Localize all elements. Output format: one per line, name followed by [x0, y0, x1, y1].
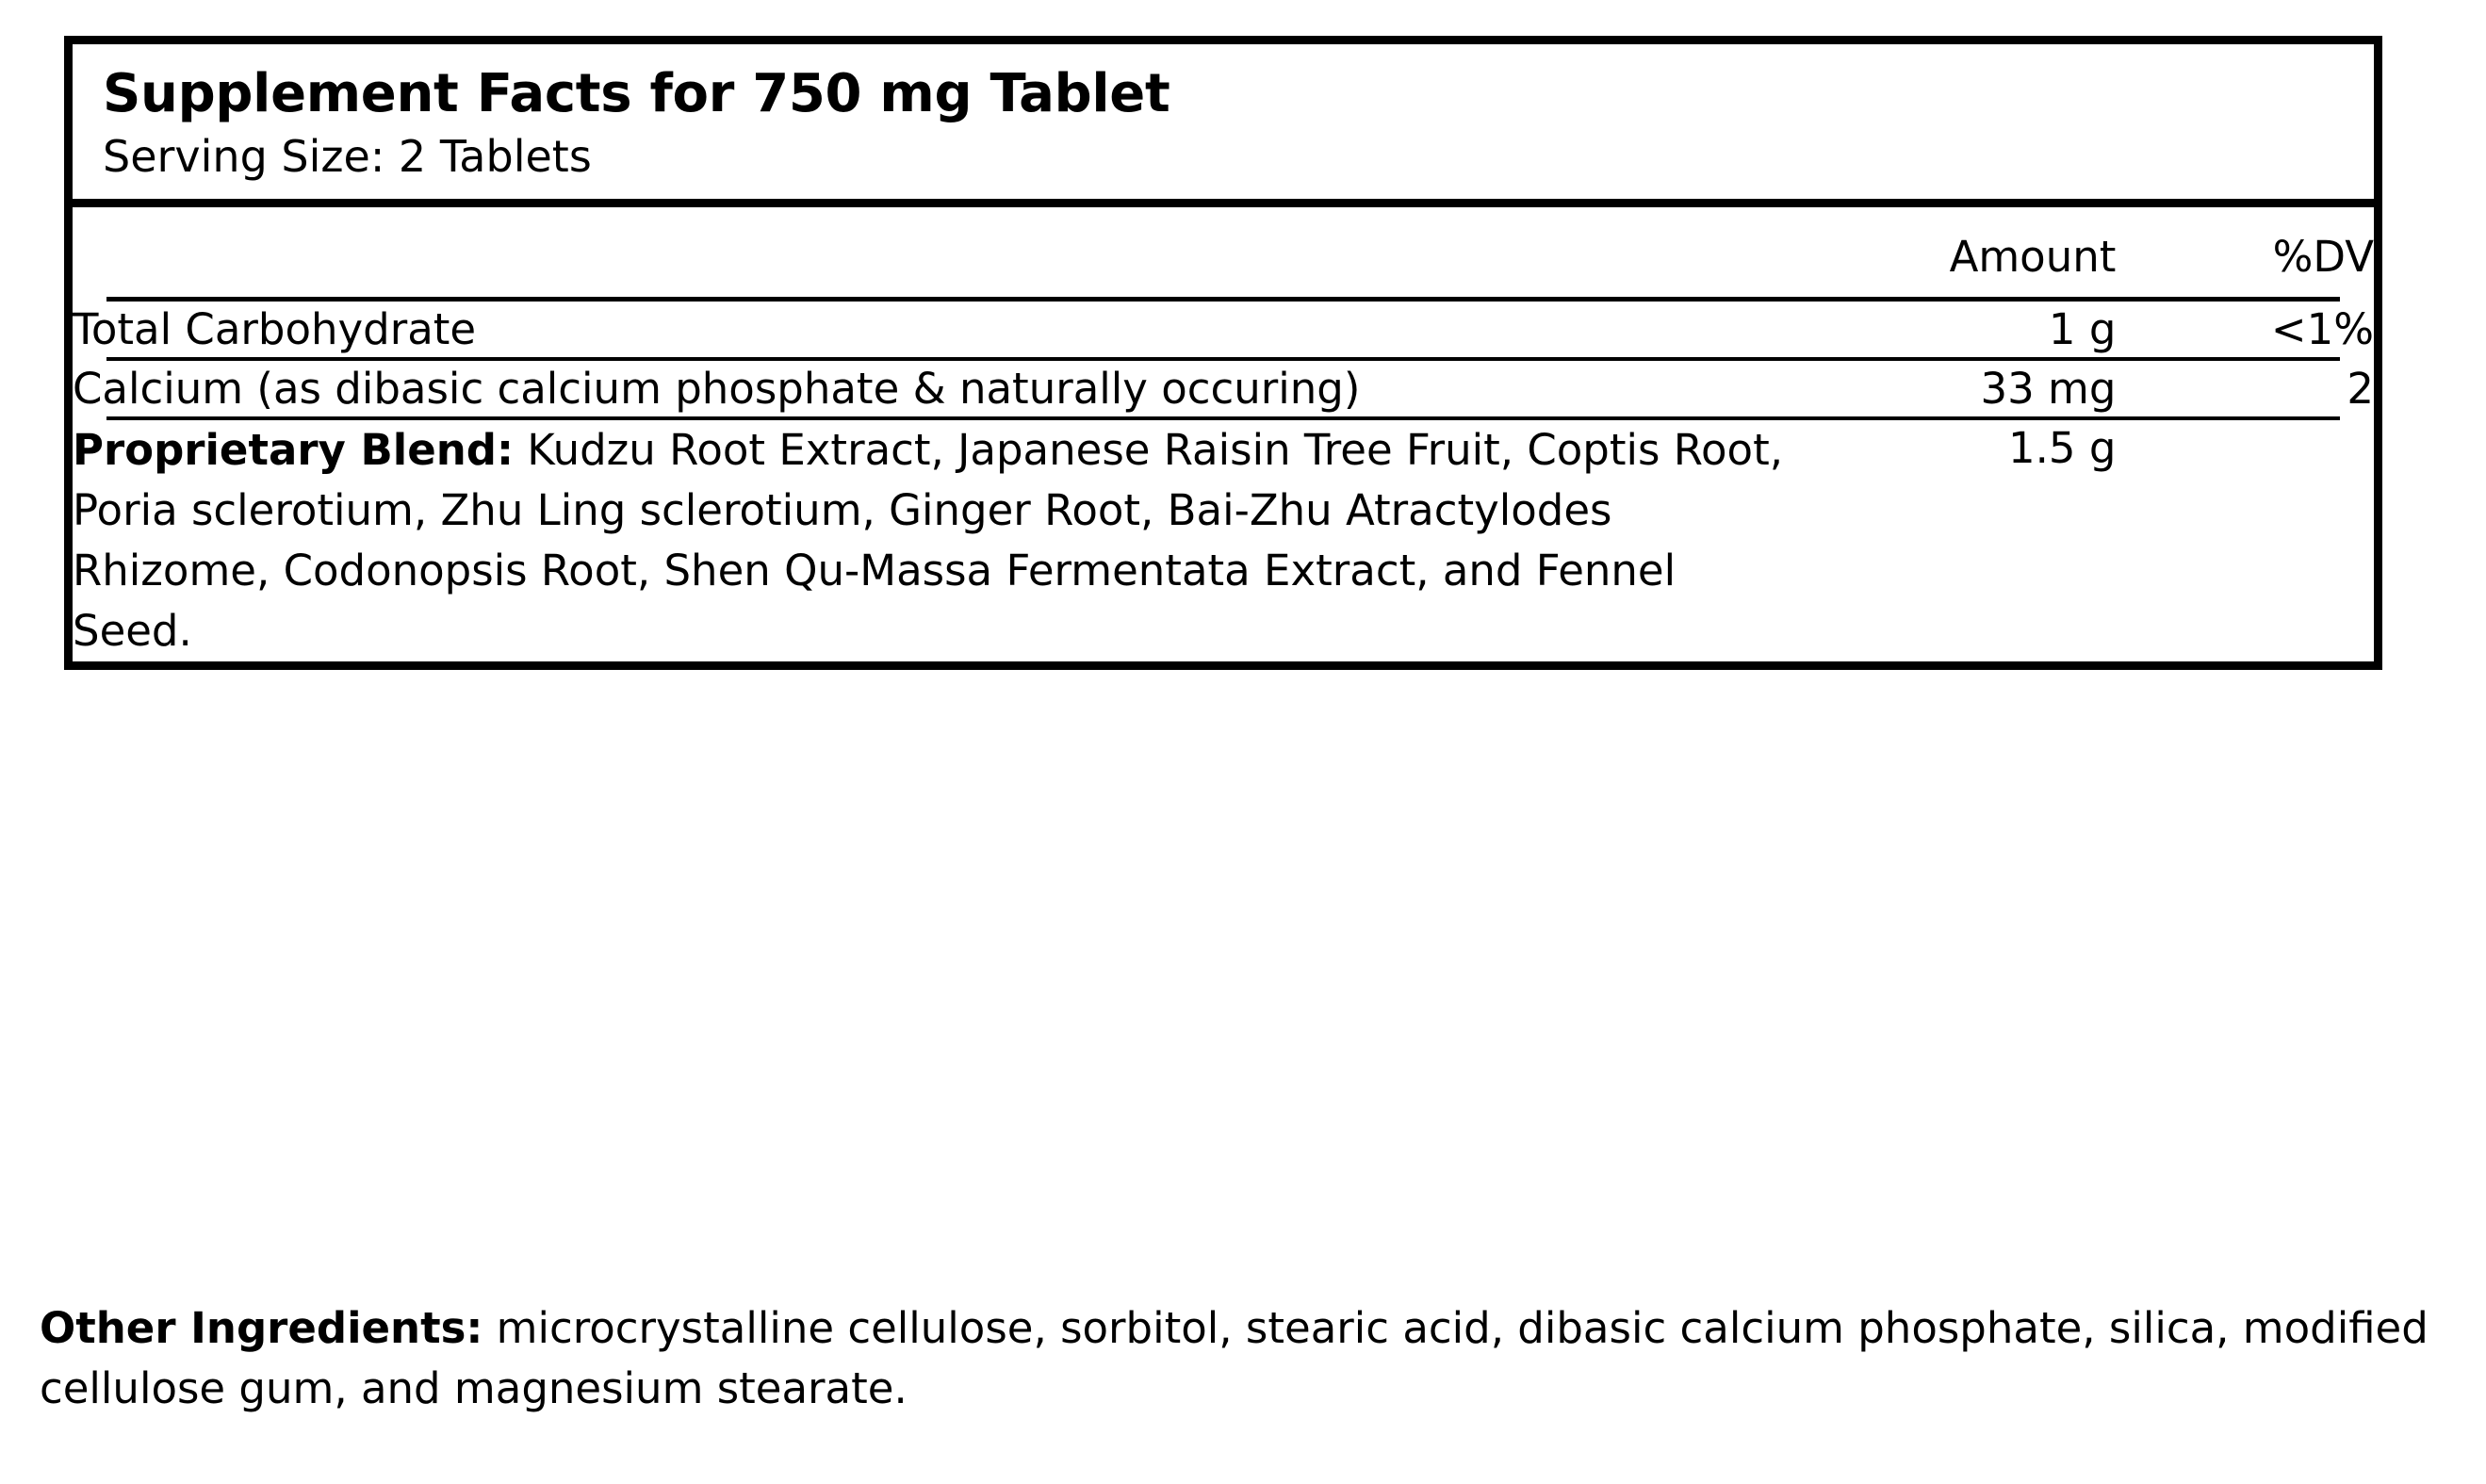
column-header-amount: Amount — [1949, 231, 2117, 282]
page-title: Supplement Facts for 750 mg Tablet — [103, 63, 1170, 124]
proprietary-blend-label: Proprietary Blend: — [73, 425, 514, 476]
proprietary-blend-row — [73, 420, 2374, 661]
proprietary-blend-ingredients: Kudzu Root Extract, Japanese Raisin Tree Fruit, Coptis Root, Poria sclerotium, Zhu Ling sclerotium, Ginger Root, Bai-Zhu Atractylodes Rhizome, Codonopsis Root, Shen Qu-Massa Fermentata Extract, and Fennel Seed. — [73, 425, 1784, 657]
other-ingredients — [40, 1298, 2461, 1419]
table-row — [73, 302, 2374, 357]
proprietary-blend-amount: 1.5 g — [2007, 423, 2117, 474]
table-row — [73, 361, 2374, 416]
nutrient-daily-value: <1% — [2270, 303, 2374, 354]
supplement-facts-panel — [64, 36, 2382, 670]
serving-size: Serving Size: 2 Tablets — [103, 130, 592, 182]
other-ingredients-label: Other Ingredients: — [40, 1303, 483, 1353]
nutrient-daily-value: 2 — [2347, 364, 2374, 414]
nutrient-name: Total Carbohydrate — [73, 303, 477, 354]
proprietary-blend-name — [73, 420, 1801, 661]
label-header — [73, 44, 2374, 207]
column-header-name — [73, 207, 1801, 297]
nutrition-table — [73, 207, 2374, 661]
nutrient-name: Calcium (as dibasic calcium phosphate & naturally occuring) — [73, 364, 1361, 414]
nutrient-amount: 33 mg — [1980, 364, 2117, 414]
other-ingredients-text: microcrystalline cellulose, sorbitol, stearic acid, dibasic calcium phosphate, silica, modified cellulose gum, and magnesium stearate. — [40, 1303, 2429, 1413]
table-header-row — [73, 207, 2374, 297]
proprietary-blend-daily-value — [2116, 420, 2374, 661]
column-header-daily-value: %DV — [2272, 231, 2374, 282]
nutrient-amount: 1 g — [2048, 303, 2117, 354]
